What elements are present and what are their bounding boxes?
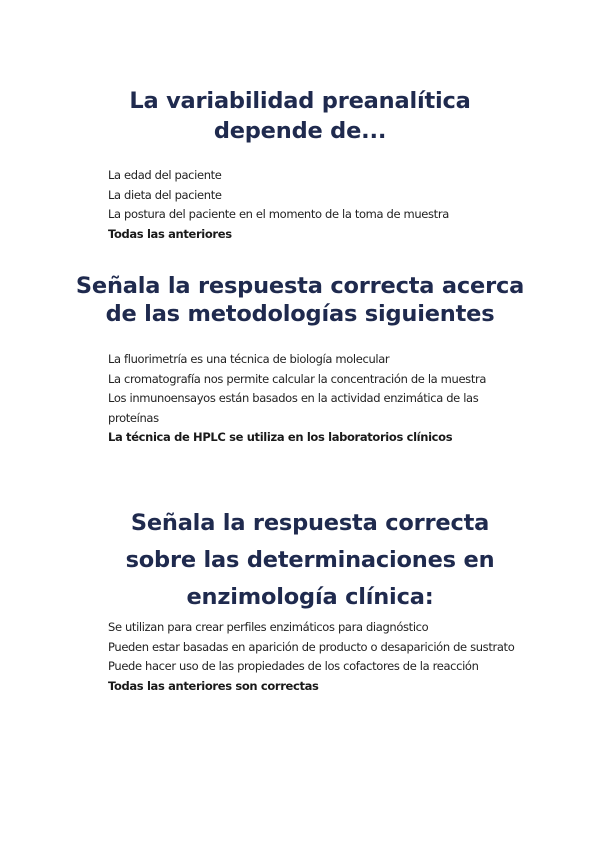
correct-answer: La técnica de HPLC se utiliza en los laboratorios clínicos (108, 430, 453, 444)
question-3 (0, 505, 600, 693)
answer-list (108, 166, 518, 244)
answer-option: Se utilizan para crear perfiles enzimáticos para diagnóstico (108, 620, 429, 634)
question-1 (0, 86, 600, 241)
answer-option: La fluorimetría es una técnica de biología molecular (108, 352, 390, 366)
answer-option: La dieta del paciente (108, 187, 222, 202)
answer-option: La edad del paciente (108, 168, 222, 182)
answer-option: La cromatografía nos permite calcular la concentración de la muestra (108, 371, 487, 386)
answer-option: Pueden estar basadas en aparición de producto o desaparición de sustrato (108, 639, 515, 654)
question-2 (0, 272, 600, 444)
answer-list (108, 618, 518, 696)
correct-answer: Todas las anteriores (108, 226, 232, 241)
question-title: La variabilidad preanalítica depende de... (129, 88, 471, 144)
answer-list (108, 350, 508, 448)
answer-option: La postura del paciente en el momento de la toma de muestra (108, 207, 449, 221)
correct-answer: Todas las anteriores son correctas (108, 678, 319, 693)
answer-option: Los inmunoensayos están basados en la actividad enzimática de las proteínas (108, 391, 479, 425)
answer-option: Puede hacer uso de las propiedades de los cofactores de la reacción (108, 659, 479, 673)
question-title: Señala la respuesta correcta sobre las determinaciones en enzimología clínica: (125, 510, 495, 610)
question-title: Señala la respuesta correcta acerca de las metodologías siguientes (75, 273, 525, 327)
